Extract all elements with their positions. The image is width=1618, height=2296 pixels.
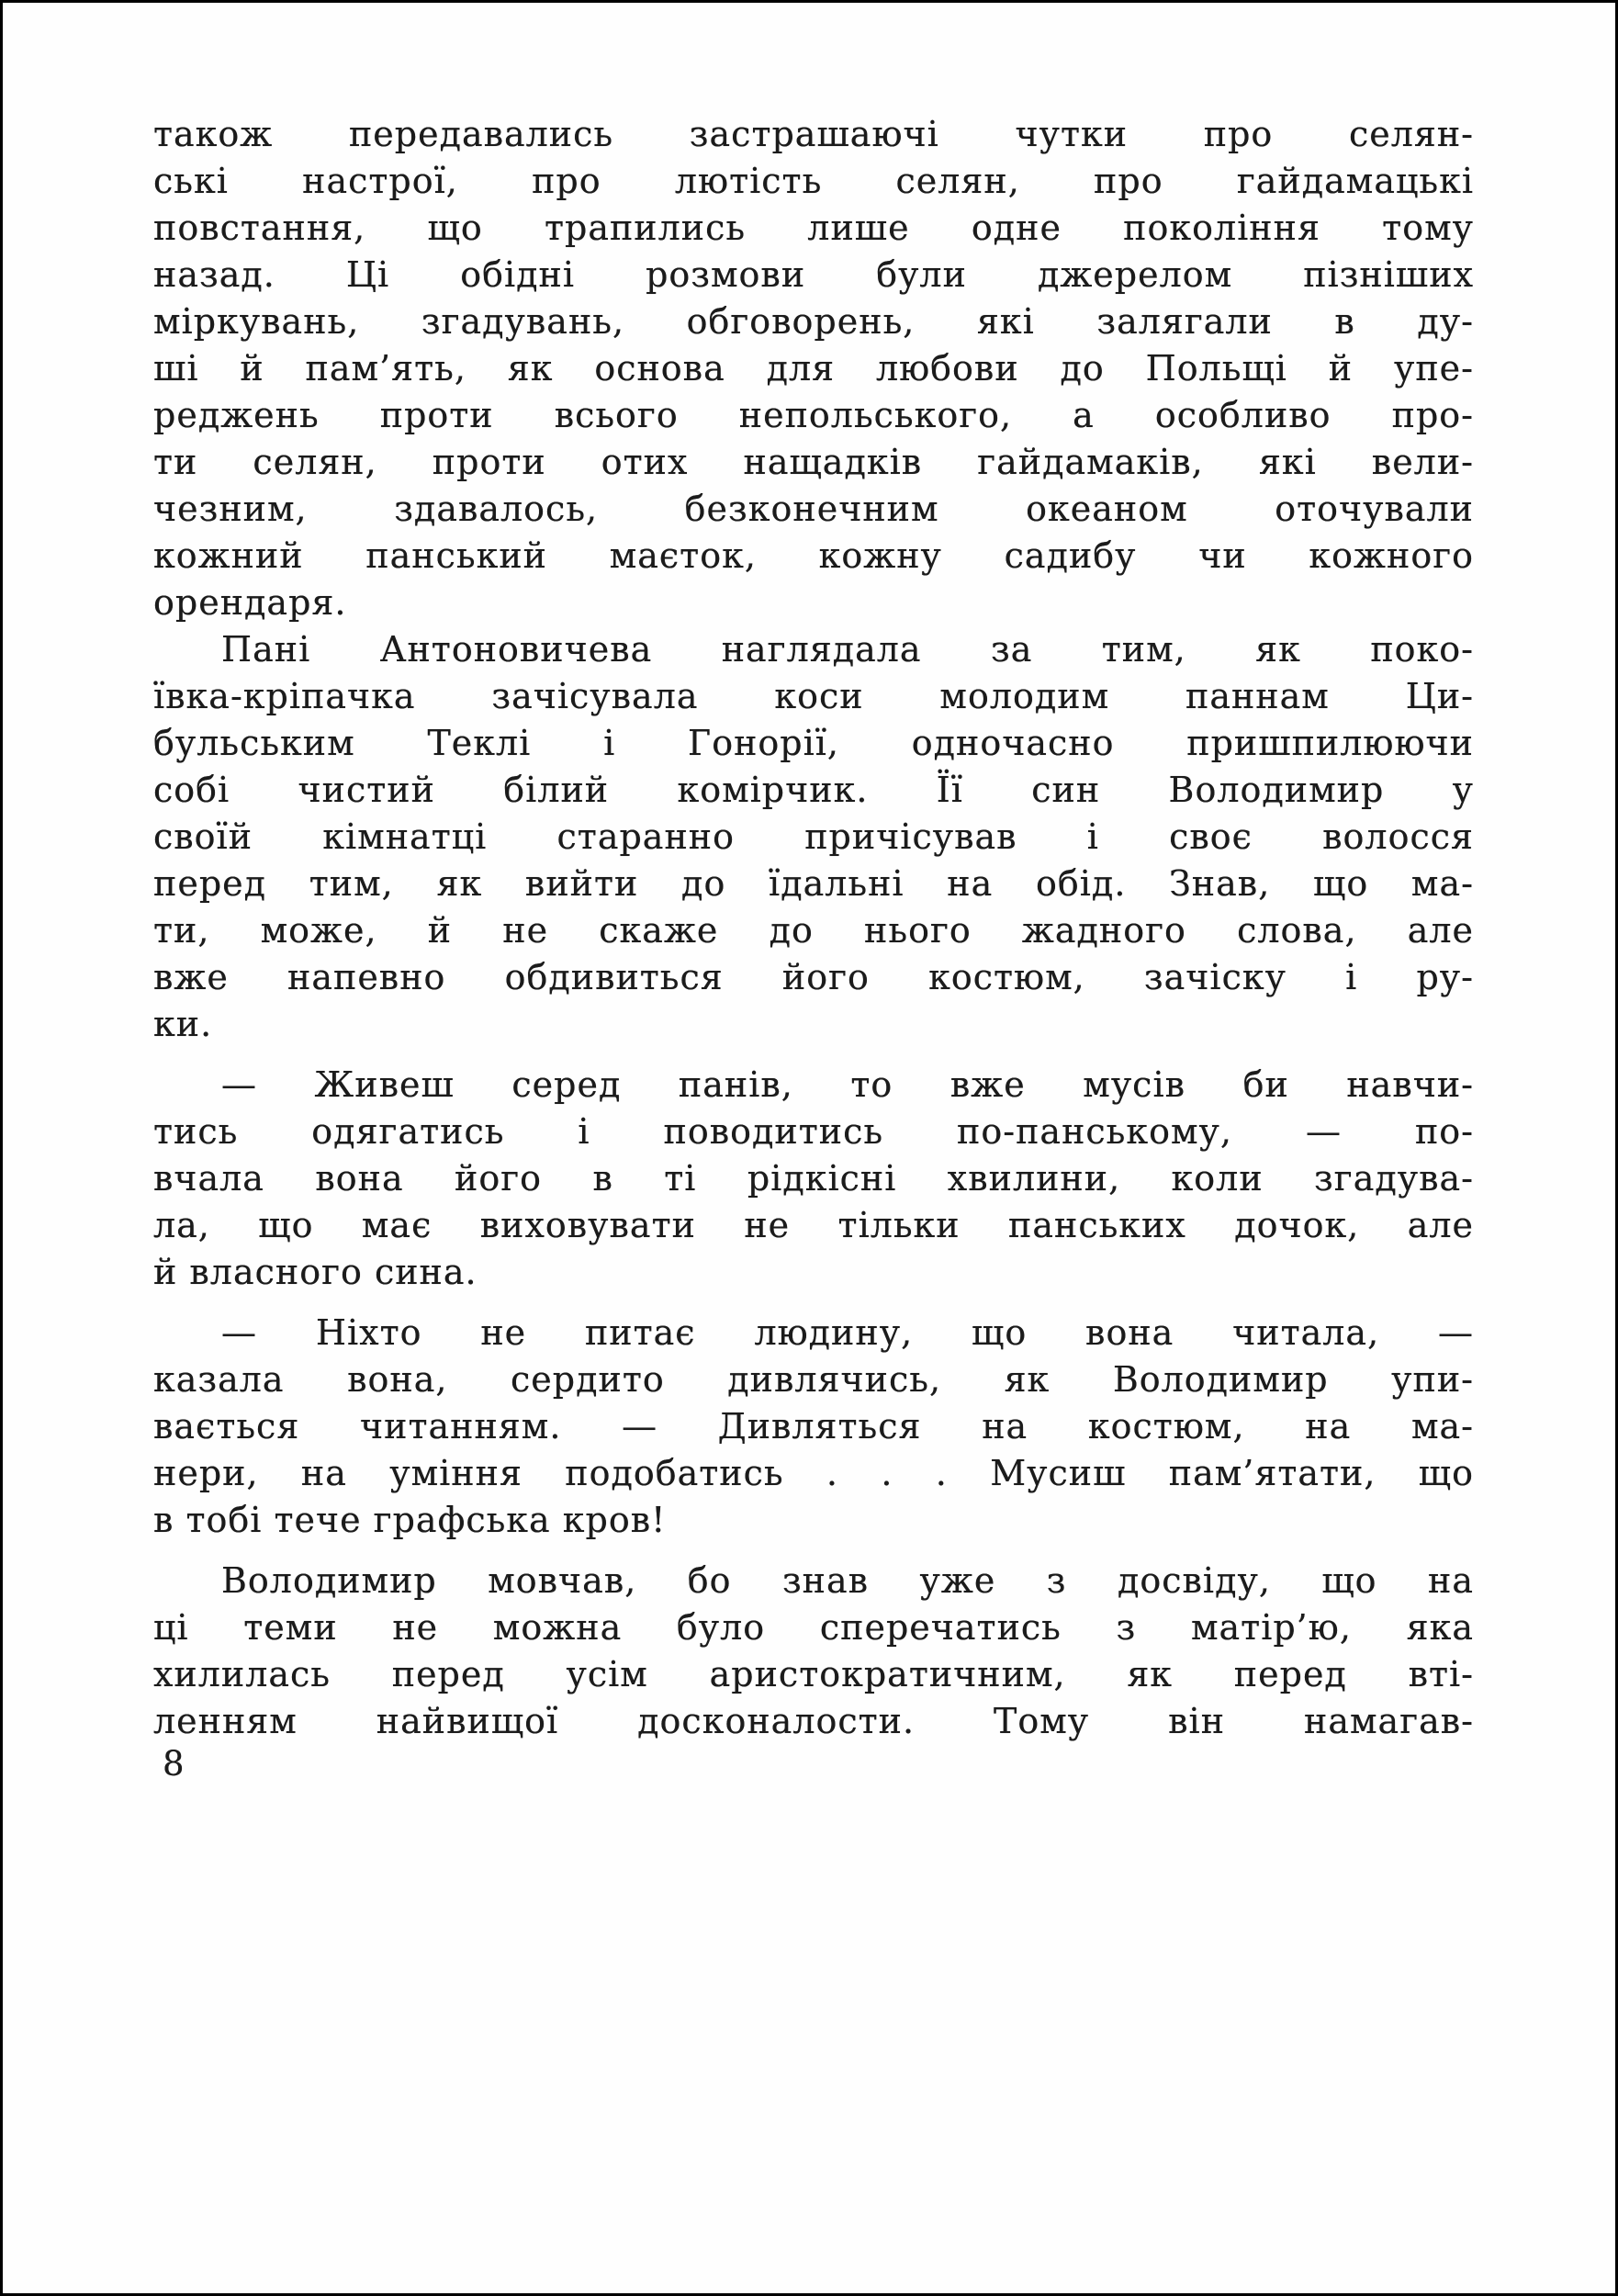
text-line: ки. bbox=[153, 1004, 213, 1044]
text-line: нери, на уміння подобатись . . . Мусиш пам’ятати, що bbox=[153, 1453, 1474, 1493]
text-line: бульським Теклі і Гонорії, одночасно пришпилюючи bbox=[153, 723, 1474, 763]
text-line: Володимир мовчав, бо знав уже з досвіду, що на bbox=[221, 1560, 1474, 1601]
text-line: кожний панський маєток, кожну садибу чи кожного bbox=[153, 535, 1474, 576]
text-line: Пані Антоновичева наглядала за тим, як поко- bbox=[221, 629, 1474, 670]
paragraph bbox=[153, 626, 1474, 1048]
text-line: міркувань, згадувань, обговорень, які залягали в ду- bbox=[153, 301, 1474, 342]
text-line: вчала вона його в ті рідкісні хвилини, коли згадува- bbox=[153, 1158, 1474, 1199]
text-line: тись одягатись і поводитись по-панському, — по- bbox=[153, 1111, 1474, 1152]
text-line: ти, може, й не скаже до нього жадного слова, але bbox=[153, 910, 1474, 951]
paragraph bbox=[153, 1558, 1474, 1745]
paragraph bbox=[153, 1310, 1474, 1544]
paragraph bbox=[153, 1062, 1474, 1296]
text-line: хилилась перед усім аристократичним, як перед вті- bbox=[153, 1654, 1474, 1694]
text-line: реджень проти всього непольського, а особливо про- bbox=[153, 395, 1474, 435]
text-line: ші й пам’ять, як основа для любови до Польщі й упе- bbox=[153, 348, 1474, 388]
text-line: також передавались застрашаючі чутки про селян- bbox=[153, 114, 1474, 154]
text-line: чезним, здавалось, безконечним океаном оточували bbox=[153, 489, 1474, 529]
text-line: казала вона, сердито дивлячись, як Володимир упи- bbox=[153, 1359, 1474, 1400]
text-line: — Живеш серед панів, то вже мусів би навчи- bbox=[221, 1064, 1474, 1105]
text-line: вже напевно обдивиться його костюм, зачіску і ру- bbox=[153, 957, 1474, 997]
text-line: — Ніхто не питає людину, що вона читала, — bbox=[221, 1312, 1474, 1353]
text-line: й власного сина. bbox=[153, 1252, 478, 1292]
text-line: повстання, що трапились лише одне покоління тому bbox=[153, 208, 1474, 248]
text-line: в тобі тече графська кров! bbox=[153, 1500, 667, 1540]
text-line: назад. Ці обідні розмови були джерелом пізніших bbox=[153, 254, 1474, 295]
text-line: собі чистий білий комірчик. Її син Володимир у bbox=[153, 770, 1474, 810]
text-line: ла, що має виховувати не тільки панських дочок, але bbox=[153, 1205, 1474, 1245]
text-line: вається читанням. — Дивляться на костюм, на ма- bbox=[153, 1406, 1474, 1446]
text-line: ти селян, проти отих нащадків гайдамаків, які вели- bbox=[153, 442, 1474, 482]
text-line: орендаря. bbox=[153, 582, 347, 623]
page-number: 8 bbox=[163, 1744, 185, 1784]
paragraph bbox=[153, 111, 1474, 626]
text-line: ївка-кріпачка зачісувала коси молодим паннам Ци- bbox=[153, 676, 1474, 716]
text-line: своїй кімнатці старанно причісував і своє волосся bbox=[153, 816, 1474, 857]
text-line: ці теми не можна було сперечатись з матір’ю, яка bbox=[153, 1607, 1474, 1648]
text-line: ленням найвищої досконалости. Тому він намагав- bbox=[153, 1701, 1474, 1741]
text-line: перед тим, як вийти до їдальні на обід. Знав, що ма- bbox=[153, 863, 1474, 904]
text-block bbox=[153, 111, 1474, 1745]
text-line: ські настрої, про лютість селян, про гайдамацькі bbox=[153, 161, 1474, 201]
